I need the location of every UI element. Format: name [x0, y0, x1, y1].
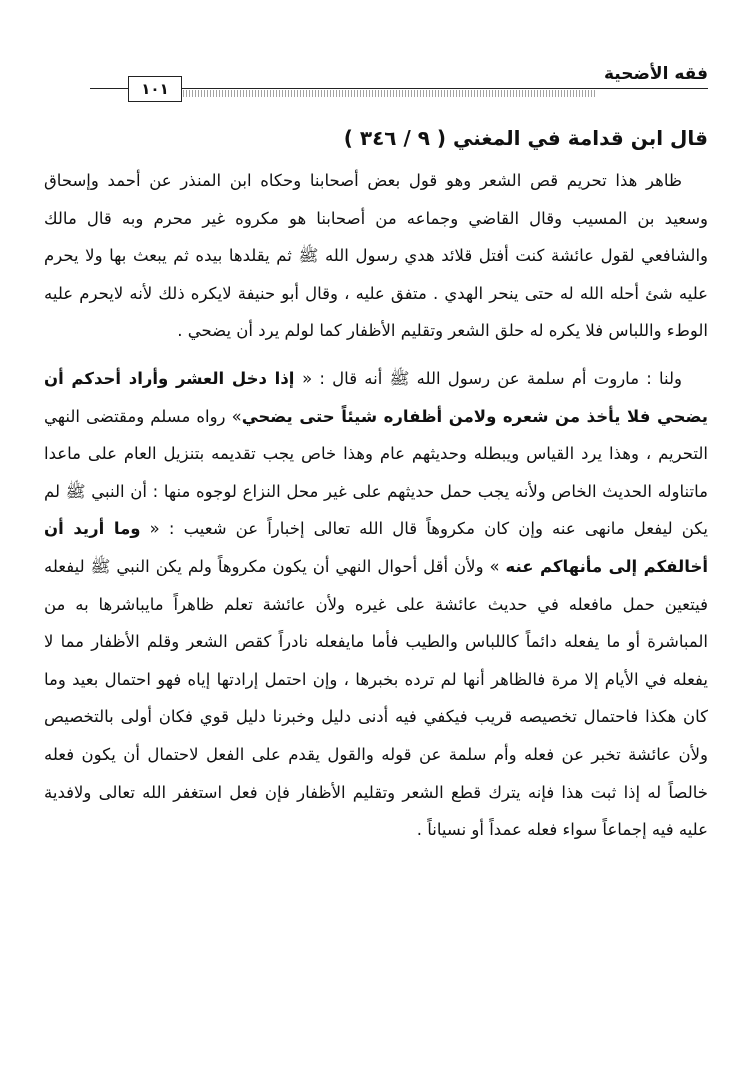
page-body	[44, 118, 708, 859]
paragraph-evidence	[44, 360, 708, 849]
evidence-intro: ولنا : ماروت أم سلمة عن رسول الله ﷺ أنه قال : «	[302, 368, 682, 388]
header-rule-hatch	[180, 90, 596, 97]
page-number: ١٠١	[128, 76, 182, 102]
page-header	[90, 52, 708, 102]
section-heading: قال ابن قدامة في المغني ( ٩ / ٣٤٦ )	[343, 126, 708, 150]
header-rule	[90, 88, 708, 89]
running-title: فقه الأضحية	[603, 64, 708, 84]
evidence-middle: » رواه مسلم ومقتضى النهي التحريم ، وهذا يرد القياس ويبطله وحديثهم عام وهذا خاص يجب تقديمه بتنزيل العام على ماعدا ماتناوله الحديث الخاص ولأنه يجب حمل حديثهم على غير محل النزاع لوجوه منها : أن النبي ﷺ لم يكن ليفعل مانهى عنه وإن كان مكروهاً قال الله تعالى إخباراً عن شعيب : «	[44, 406, 708, 539]
quran-quote: وما أريد أن أخالفكم إلى مأنهاكم عنه	[44, 519, 708, 576]
paragraph-opinions: ظاهر هذا تحريم قص الشعر وهو قول بعض أصحابنا وحكاه ابن المنذر عن أحمد وإسحاق وسعيد بن المسيب وقال القاضي وجماعه من أصحابنا هو مكروه غير محرم وبه قال مالك والشافعي لقول عائشة كنت أفتل قلائد هدي رسول الله ﷺ ثم يقلدها بيده ثم يبعث بها ولا يحرم عليه شئ أحله الله له حتى ينحر الهدي . متفق عليه ، وقال أبو حنيفة لايكره ذلك لأنه لايحرم عليه الوطء واللباس فلا يكره له حلق الشعر وتقليم الأظفار كما لولم يرد أن يضحي .	[44, 171, 708, 341]
hadith-quote: إذا دخل العشر وأراد أحدكم أن يضحي فلا يأخذ من شعره ولامن أظفاره شيئاً حتى يضحي	[44, 368, 709, 426]
evidence-rest: » ولأن أقل أحوال النهي أن يكون مكروهاً ولم يكن النبي ﷺ ليفعله فيتعين حمل مافعله في حديث عائشة على غيره ولأن عائشة تعلم ظاهراً مايباشرها به من المباشرة أو ما يفعله دائماً كاللباس والطيب فأما مايفعله نادراً كقص الشعر وقلم الأظفار مما لا يفعله في الأيام إلا مرة فالظاهر أنها لم ترده بخبرها ، وإن احتمل إرادتها إياه فهو احتمال بعيد وما كان هكذا فاحتمال تخصيصه قريب فيكفي فيه أدنى دليل وخبرنا دليل قوي فكان أولى بالتخصيص ولأن عائشة تخبر عن فعله وأم سلمة عن قوله والقول يقدم على الفعل لاحتمال أن يكون فعله خالصاً له إذا ثبت هذا فإنه يترك قطع الشعر وتقليم الأظفار فإن فعل استغفر الله تعالى ولافدية عليه فيه إجماعاً سواء فعله عمداً أو نسياناً .	[44, 556, 708, 840]
